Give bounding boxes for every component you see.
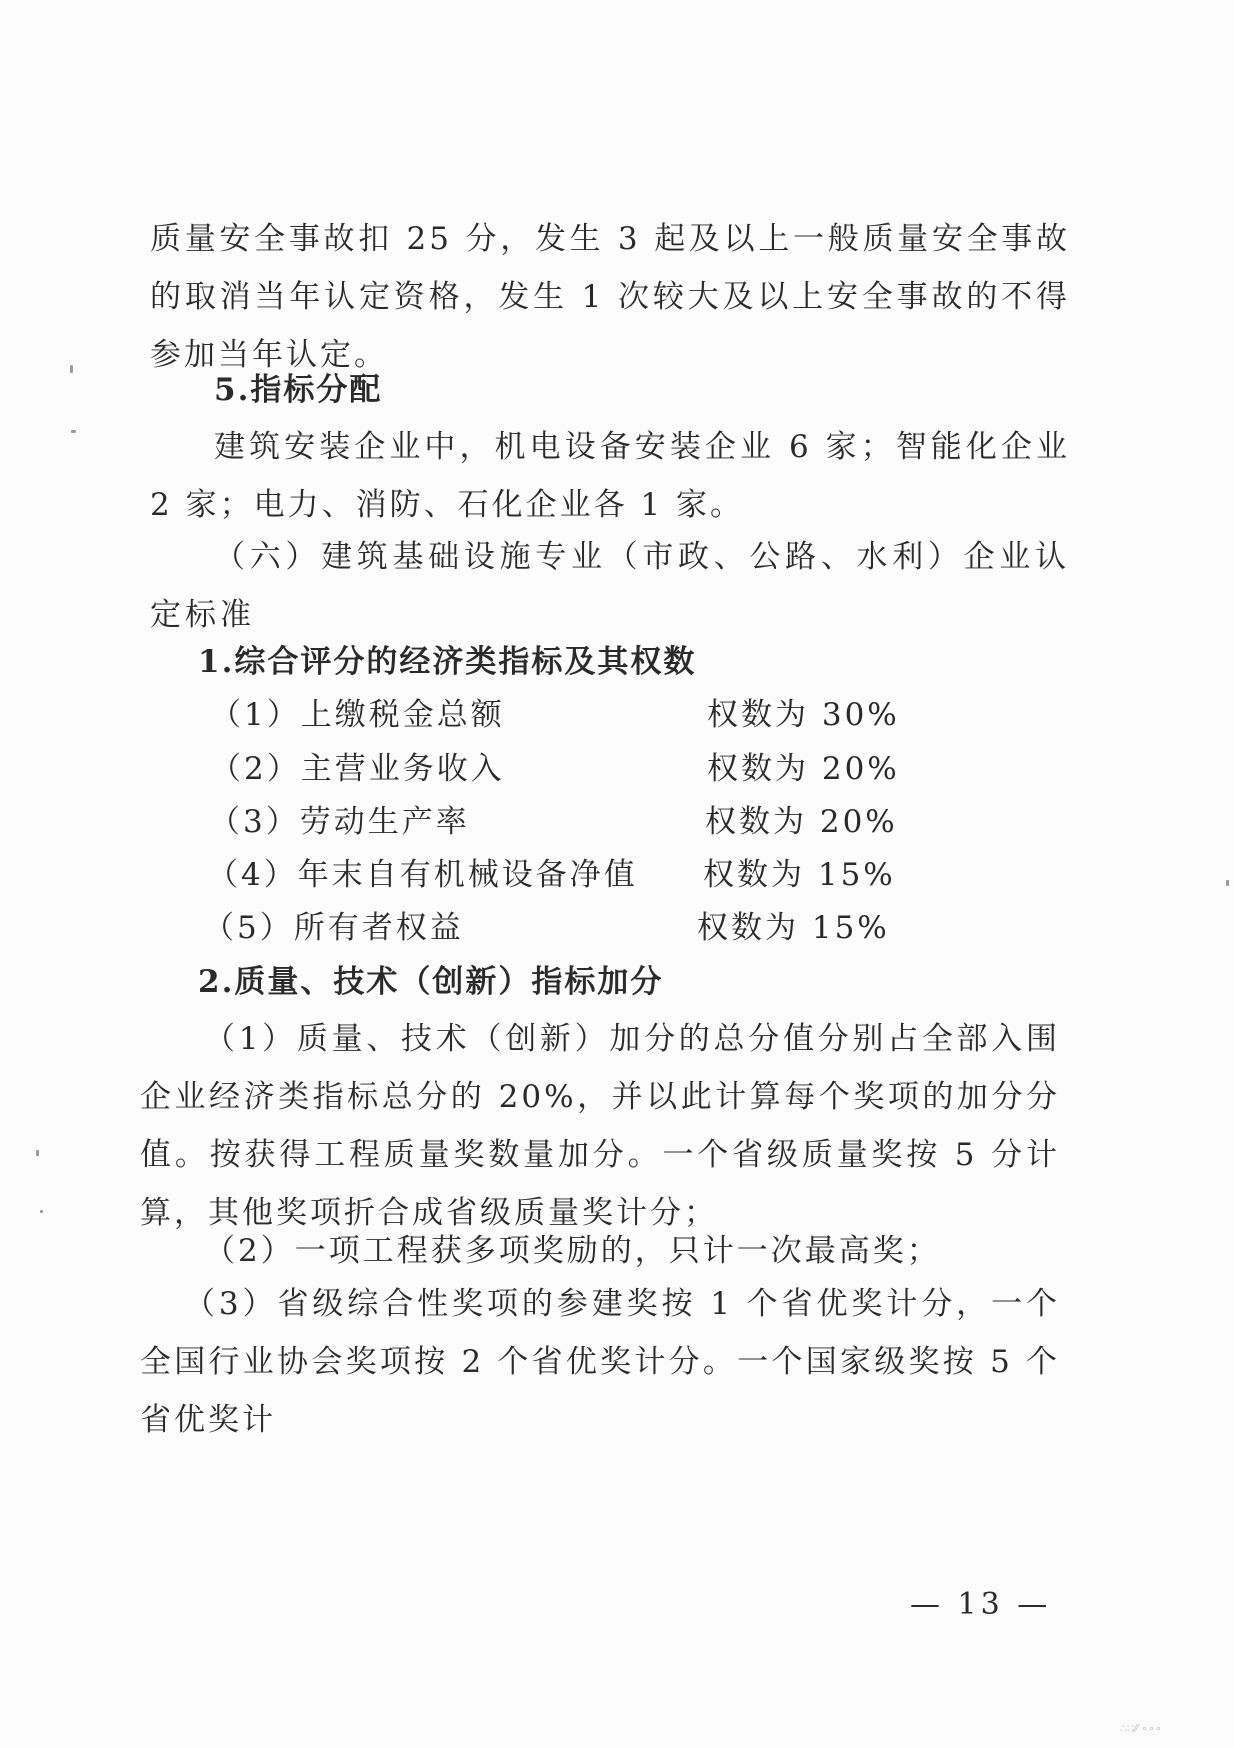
item-2-paragraph-3: （3）省级综合性奖项的参建奖按 1 个省优奖计分，一个全国行业协会奖项按 2 个省优奖计分。一个国家级奖按 5 个省优奖计 bbox=[140, 1286, 1060, 1438]
indicator-label: （5）所有者权益 bbox=[203, 910, 464, 946]
scan-speck bbox=[36, 1150, 39, 1156]
indicator-label: （3）劳动生产率 bbox=[209, 804, 470, 840]
indicator-weight: 权数为 30% bbox=[707, 697, 900, 733]
section-6-title: （六）建筑基础设施专业（市政、公路、水利）企业认定标准 bbox=[150, 539, 1070, 633]
indicator-weight: 权数为 15% bbox=[703, 857, 896, 893]
item-2-paragraph-2: （2）一项工程获多项奖励的，只计一次最高奖； bbox=[204, 1233, 941, 1269]
indicator-label: （4）年末自有机械设备净值 bbox=[207, 857, 638, 893]
scan-speck bbox=[40, 1210, 43, 1213]
scan-speck bbox=[70, 365, 73, 373]
indicator-weight: 权数为 20% bbox=[705, 804, 898, 840]
section-5-body: 建筑安装企业中，机电设备安装企业 6 家；智能化企业 2 家；电力、消防、石化企业各 1 家。 bbox=[150, 429, 1070, 523]
watermark-mark: ∴∷⁄⁄ ∘∘∘ bbox=[1120, 1722, 1162, 1735]
scan-speck bbox=[1226, 880, 1229, 886]
indicator-weight: 权数为 20% bbox=[707, 751, 900, 787]
scan-speck bbox=[71, 430, 76, 433]
indicator-label: （1）上缴税金总额 bbox=[210, 697, 505, 733]
page-number: — 13 — bbox=[910, 1587, 1052, 1622]
item-1-heading: 1.综合评分的经济类指标及其权数 bbox=[198, 644, 697, 680]
indicator-weight: 权数为 15% bbox=[697, 910, 890, 946]
item-2-paragraph-1: （1）质量、技术（创新）加分的总分值分别占全部入围企业经济类指标总分的 20%，并以此计算每个奖项的加分分值。按获得工程质量奖数量加分。一个省级质量奖按 5 分计算，其他奖项折合成省级质量奖计分； bbox=[140, 1021, 1060, 1231]
indicator-label: （2）主营业务收入 bbox=[210, 751, 505, 787]
continuation-paragraph: 质量安全事故扣 25 分，发生 3 起及以上一般质量安全事故的取消当年认定资格，发生 1 次较大及以上安全事故的不得参加当年认定。 bbox=[150, 221, 1070, 373]
item-2-heading: 2.质量、技术（创新）指标加分 bbox=[198, 964, 664, 1000]
section-5-heading: 5.指标分配 bbox=[214, 372, 383, 408]
